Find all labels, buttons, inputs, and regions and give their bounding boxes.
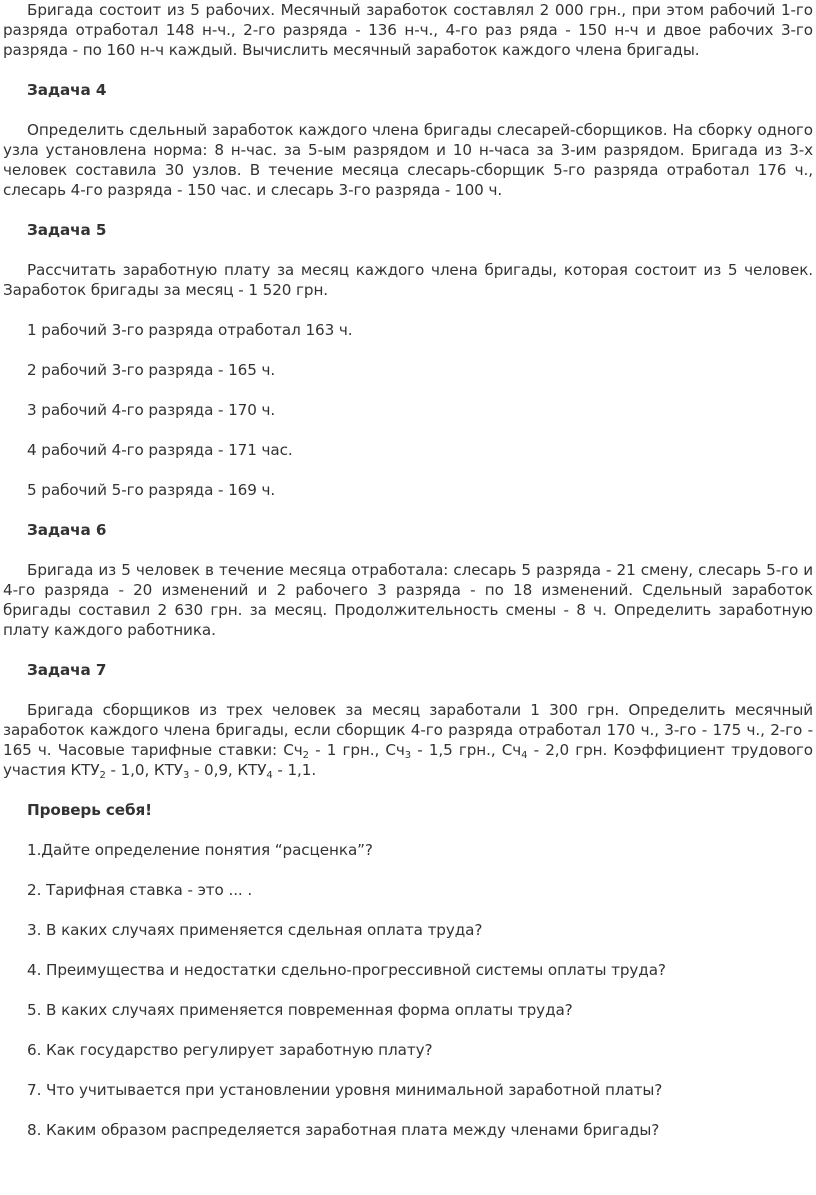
intro-paragraph: Бригада состоит из 5 рабочих. Месячный заработок составлял 2 000 грн., при этом рабочий 1-го разряда отработал 148 н-ч., 2-го разряда - 136 н-ч., 4-го раз ряда - 150 н-ч и двое рабочих 3-го разряда - по 160 н-ч каждый. Вычислить месячный заработок каждого члена бригады. xyxy=(3,1,813,59)
check-question: 7. Что учитывается при установлении уровня минимальной заработной платы? xyxy=(27,1081,663,1099)
check-question: 2. Тарифная ставка - это ... . xyxy=(27,881,253,899)
task4-heading: Задача 4 xyxy=(27,81,107,99)
task6-heading: Задача 6 xyxy=(27,521,107,539)
task7-text-part: - 1,0, КТУ xyxy=(105,761,183,779)
task5-item: 3 рабочий 4-го разряда - 170 ч. xyxy=(27,401,276,419)
check-question: 5. В каких случаях применяется повременная форма оплаты труда? xyxy=(27,1001,573,1019)
check-question: 8. Каким образом распределяется заработная плата между членами бригады? xyxy=(27,1121,660,1139)
subscript: 4 xyxy=(266,770,273,781)
task5-item: 4 рабочий 4-го разряда - 171 час. xyxy=(27,441,293,459)
task5-item: 1 рабочий 3-го разряда отработал 163 ч. xyxy=(27,321,353,339)
task5-item: 5 рабочий 5-го разряда - 169 ч. xyxy=(27,481,276,499)
task7-heading: Задача 7 xyxy=(27,661,107,679)
task7-text-part: - 2,0 грн. Коэффициент трудового участия КТУ xyxy=(3,741,813,779)
task7-text-part: - 1,1. xyxy=(272,761,317,779)
subscript: 2 xyxy=(302,750,309,761)
task7-paragraph xyxy=(3,700,813,780)
task7-text-part: - 1,5 грн., Сч xyxy=(411,741,522,759)
task5-heading: Задача 5 xyxy=(27,221,107,239)
task5-paragraph: Рассчитать заработную плату за месяц каждого члена бригады, которая состоит из 5 человек. Заработок бригады за месяц - 1 520 грн. xyxy=(3,261,813,299)
task7-text-part: - 1 грн., Сч xyxy=(308,741,405,759)
task7-text-part: Бригада сборщиков из трех человек за месяц заработали 1 300 грн. Определить месячный заработок каждого члена бригады, если сборщик 4-го разряда отработал 170 ч., 3-го - 175 ч., 2-го - 165 ч. Часовые тарифные ставки: Сч xyxy=(3,701,813,759)
check-question: 6. Как государство регулирует заработную плату? xyxy=(27,1041,433,1059)
check-question: 4. Преимущества и недостатки сдельно-прогрессивной системы оплаты труда? xyxy=(27,961,666,979)
subscript: 3 xyxy=(182,770,190,781)
check-heading: Проверь себя! xyxy=(27,801,152,819)
subscript: 4 xyxy=(521,750,528,761)
task7-text-part: - 0,9, КТУ xyxy=(189,761,267,779)
check-question: 3. В каких случаях применяется сдельная оплата труда? xyxy=(27,921,483,939)
subscript: 3 xyxy=(404,750,412,761)
check-question: 1.Дайте определение понятия “расценка”? xyxy=(27,841,373,859)
task5-item: 2 рабочий 3-го разряда - 165 ч. xyxy=(27,361,276,379)
task4-paragraph: Определить сдельный заработок каждого члена бригады слесарей-сборщиков. На сборку одного узла установлена норма: 8 н-час. за 5-ым разрядом и 10 н-часа за 3-им разрядом. Бригада из 3-х человек составила 30 узлов. В течение месяца слесарь-сборщик 5-го разряда отработал 176 ч., слесарь 4-го разряда - 150 час. и слесарь 3-го разряда - 100 ч. xyxy=(3,121,813,199)
subscript: 2 xyxy=(99,770,106,781)
task6-paragraph: Бригада из 5 человек в течение месяца отработала: слесарь 5 разряда - 21 смену, слесарь 5-го и 4-го разряда - 20 изменений и 2 рабочего 3 разряда - по 18 изменений. Сдельный заработок бригады составил 2 630 грн. за месяц. Продолжительность смены - 8 ч. Определить заработную плату каждого работника. xyxy=(3,561,813,639)
